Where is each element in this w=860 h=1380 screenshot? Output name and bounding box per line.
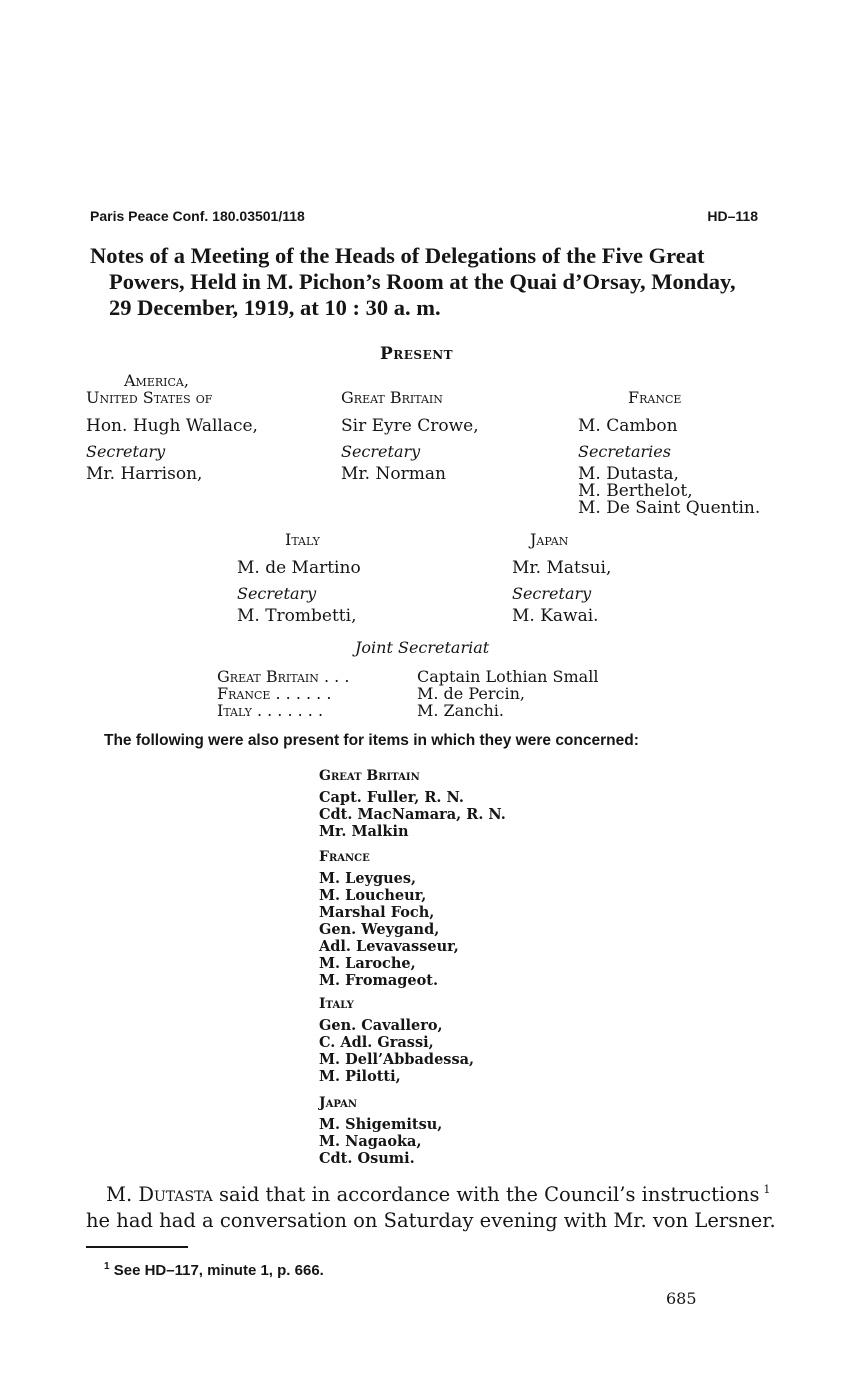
footnote-divider (86, 1246, 188, 1248)
also-present-member: M. Leygues, (319, 870, 417, 887)
joint-secretariat-country: Great Britain . . . (217, 667, 350, 686)
also-present-member: Gen. Cavallero, (319, 1017, 443, 1034)
delegation-britain-secretary: Mr. Norman (341, 464, 446, 484)
delegation-france-member: M. Cambon (578, 416, 678, 436)
also-present-member: M. Loucheur, (319, 887, 427, 904)
delegation-italy-member: M. de Martino (237, 558, 361, 578)
joint-secretariat-row (217, 668, 598, 685)
document-title (90, 243, 770, 321)
delegation-britain-header: Great Britain (341, 388, 443, 407)
title-line-1: Notes of a Meeting of the Heads of Delegations of the Five Great (90, 243, 705, 268)
also-present-member: Mr. Malkin (319, 823, 409, 840)
delegation-france-secretary-3: M. De Saint Quentin. (578, 498, 761, 518)
also-present-member: Adl. Levavasseur, (319, 938, 459, 955)
present-heading: Present (380, 344, 454, 364)
delegation-britain-member: Sir Eyre Crowe, (341, 416, 479, 436)
footnote (104, 1262, 324, 1279)
also-present-member: C. Adl. Grassi, (319, 1034, 434, 1051)
body-line-1 (86, 1182, 776, 1208)
delegation-japan (512, 531, 611, 625)
delegation-america-secretary: Mr. Harrison, (86, 464, 203, 484)
also-present-japan (319, 1095, 442, 1167)
also-present-member: M. Nagaoka, (319, 1133, 422, 1150)
also-present-member: Cdt. Osumi. (319, 1150, 415, 1167)
delegation-italy-header: Italy (285, 530, 320, 549)
footnote-text: See HD–117, minute 1, p. 666. (109, 1262, 324, 1279)
also-present-member: M. Pilotti, (319, 1068, 401, 1085)
delegation-britain-sec-label: Secretary (341, 442, 421, 461)
also-present-member: Marshal Foch, (319, 904, 435, 921)
also-present-country: Japan (319, 1095, 358, 1111)
also-present-country: France (319, 849, 370, 865)
delegation-america-sec-label: Secretary (86, 442, 166, 461)
also-present-member: M. Shigemitsu, (319, 1116, 443, 1133)
title-line-2: Powers, Held in M. Pichon’s Room at the Quai d’Orsay, Monday, (109, 269, 736, 294)
delegation-france-secretary-1: M. Dutasta, (578, 464, 679, 484)
delegation-italy (237, 531, 361, 625)
also-present-member: Gen. Weygand, (319, 921, 440, 938)
delegation-japan-sec-label: Secretary (512, 584, 592, 603)
also-present-member: Cdt. MacNamara, R. N. (319, 806, 506, 823)
delegation-japan-header: Japan (530, 530, 569, 549)
delegation-america-header-2: United States of (86, 388, 213, 407)
also-present-country: Great Britain (319, 768, 420, 784)
also-present-britain (319, 768, 506, 840)
title-line-3: 29 December, 1919, at 10 : 30 a. m. (109, 295, 441, 320)
delegation-japan-secretary: M. Kawai. (512, 606, 599, 626)
also-present-france (319, 849, 459, 989)
delegation-america-header-1: America, (124, 371, 189, 390)
delegation-japan-member: Mr. Matsui, (512, 558, 612, 578)
joint-secretariat-heading: Joint Secretariat (355, 638, 490, 657)
delegation-france-secretary-2: M. Berthelot, (578, 481, 693, 501)
also-present-member: Capt. Fuller, R. N. (319, 789, 464, 806)
joint-secretariat-country: France . . . . . . (217, 684, 332, 703)
delegation-france-header: France (628, 388, 682, 407)
body-line-2: he had had a conversation on Saturday evening with Mr. von Lersner. (86, 1209, 776, 1232)
delegation-italy-sec-label: Secretary (237, 584, 317, 603)
delegation-britain (341, 389, 479, 483)
footnote-reference[interactable]: 1 (763, 1183, 771, 1196)
speaker-name: M. Dutasta (106, 1183, 213, 1206)
also-present-intro: The following were also present for items in which they were concerned: (104, 732, 639, 749)
footnote-mark: 1 (104, 1261, 110, 1272)
joint-secretariat-list (217, 668, 598, 719)
also-present-member: M. Fromageot. (319, 972, 439, 989)
also-present-member: M. Dell’Abbadessa, (319, 1051, 475, 1068)
joint-secretariat-row (217, 685, 598, 702)
joint-secretariat-row (217, 702, 598, 719)
joint-secretariat-country: Italy . . . . . . . (217, 701, 324, 720)
body-line-1-text: said that in accordance with the Council’s instructions (212, 1183, 760, 1206)
also-present-italy (319, 996, 474, 1085)
delegation-america-member: Hon. Hugh Wallace, (86, 416, 258, 436)
delegation-france (578, 389, 760, 517)
joint-secretariat-member: M. de Percin, (417, 684, 525, 703)
delegation-italy-secretary: M. Trombetti, (237, 606, 357, 626)
delegation-france-sec-label: Secretaries (578, 442, 671, 461)
joint-secretariat-member: M. Zanchi. (417, 701, 504, 720)
body-paragraph (86, 1182, 776, 1234)
also-present-member: M. Laroche, (319, 955, 416, 972)
document-reference: Paris Peace Conf. 180.03501/118 (90, 208, 305, 224)
joint-secretariat-member: Captain Lothian Small (417, 667, 599, 686)
document-code: HD–118 (707, 208, 758, 224)
page-number: 685 (666, 1289, 697, 1308)
also-present-country: Italy (319, 996, 354, 1012)
delegation-america (86, 372, 258, 483)
